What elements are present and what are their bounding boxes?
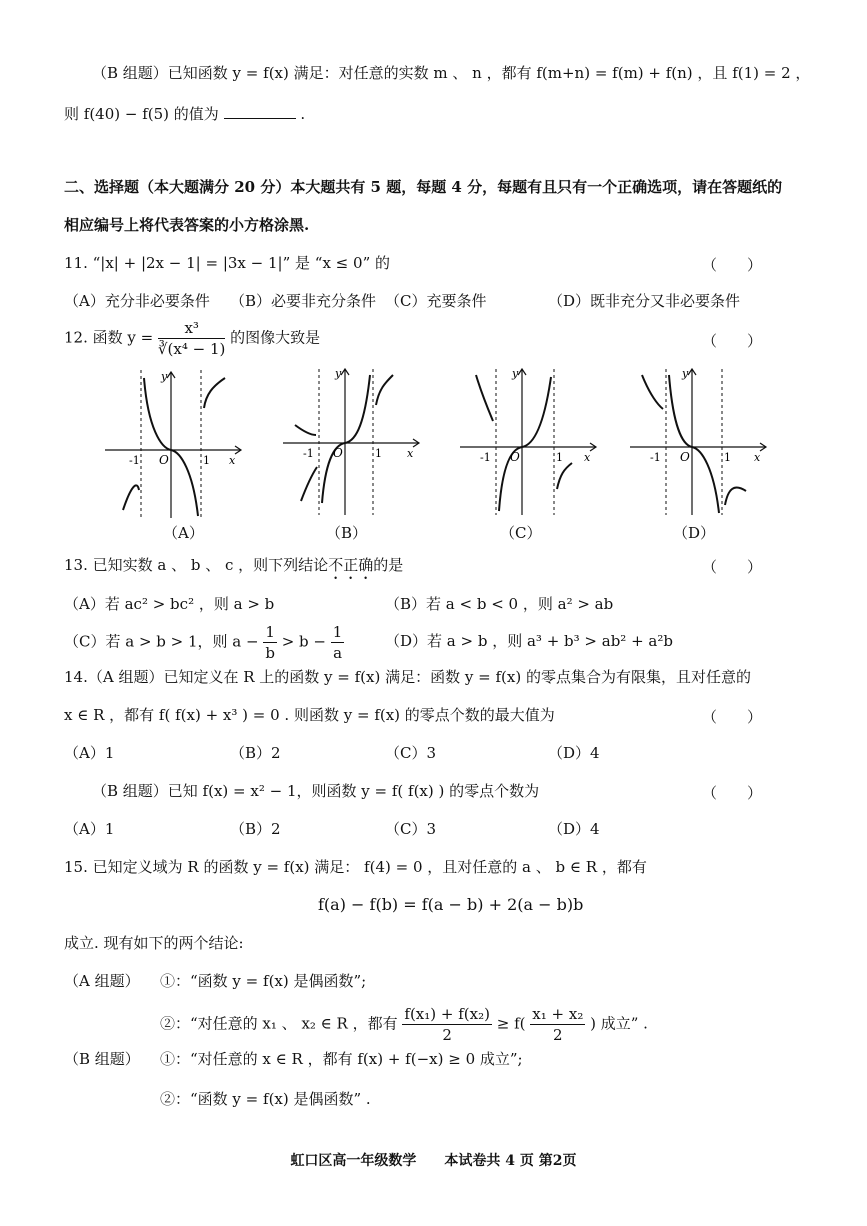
graph-a bbox=[105, 368, 245, 518]
q15-a2-den2: 2 bbox=[553, 1026, 563, 1044]
q15-a2-mid: ≥ f( bbox=[496, 1014, 526, 1033]
q14b-line: （B 组题）已知 f(x) = x² − 1，则函数 y = f( f(x) ) 的零点个数为 bbox=[92, 782, 540, 800]
q13-option-a: （A）若 ac² > bc² ，则 a > b bbox=[64, 595, 275, 613]
q13-option-c-mid: > b − bbox=[281, 632, 326, 651]
graph-b bbox=[283, 365, 423, 515]
q13-answer-paren[interactable]: （ ） bbox=[702, 558, 763, 576]
q14b-option-b: （B）2 bbox=[230, 820, 281, 838]
q10b-line2 bbox=[64, 103, 305, 125]
q15-a2-den1: 2 bbox=[442, 1026, 452, 1044]
q13-option-c bbox=[64, 622, 344, 668]
origin-label: O bbox=[680, 450, 690, 464]
graph-d bbox=[630, 365, 770, 515]
q15-a2-post: ) 成立” . bbox=[590, 1014, 648, 1033]
q10b-line2-text: 则 f(40) − f(5) 的值为 bbox=[64, 105, 219, 123]
q11-option-a: （A）充分非必要条件 bbox=[64, 292, 210, 310]
q15-b-tag: （B 组题） bbox=[64, 1050, 140, 1068]
section2-line1: 二、选择题（本大题满分 20 分）本大题共有 5 题，每题 4 分，每题有且只有一个正确选项，请在答题纸的 bbox=[64, 178, 783, 196]
q13-stem-pre: 13. 已知实数 a 、 b 、 c ，则下列结论 bbox=[64, 556, 329, 574]
tick-one: 1 bbox=[203, 454, 210, 467]
q12-fraction bbox=[158, 318, 225, 359]
graph-d-label: （D） bbox=[673, 524, 716, 542]
q13-stem-post: 的是 bbox=[373, 556, 404, 574]
q13-frac-num: 1 bbox=[332, 623, 343, 641]
q11-option-b: （B）必要非充分条件 bbox=[230, 292, 377, 310]
q12-stem bbox=[64, 318, 320, 368]
q13-stem-emphasis: 不正确 bbox=[328, 556, 374, 574]
q15-a2-num2: x₁ + x₂ bbox=[532, 1005, 584, 1023]
q15-a2-num1: f(x₁) + f(x₂) bbox=[404, 1005, 490, 1023]
graph-b-label: （B） bbox=[326, 524, 368, 542]
q10b-line2-end: . bbox=[300, 105, 306, 123]
tick-one: 1 bbox=[724, 451, 731, 464]
y-axis-label: y bbox=[335, 367, 342, 380]
graph-c bbox=[460, 365, 600, 515]
q15-formula: f(a) − f(b) = f(a − b) + 2(a − b)b bbox=[318, 895, 584, 914]
q11-option-d: （D）既非充分又非必要条件 bbox=[548, 292, 741, 310]
q13-stem bbox=[64, 554, 403, 583]
q14a-option-b: （B）2 bbox=[230, 744, 281, 762]
tick-neg-one: -1 bbox=[650, 451, 661, 464]
q10b-line1: （B 组题）已知函数 y = f(x) 满足：对任意的实数 m 、 n ，都有 f(m+n) = f(m) + f(n) ，且 f(1) = 2 ， bbox=[92, 64, 811, 82]
origin-label: O bbox=[159, 453, 169, 467]
origin-label: O bbox=[510, 450, 520, 464]
q13-option-c-pre: （C）若 a > b > 1，则 a − bbox=[64, 632, 259, 651]
q15-a2-pre: ②：“对任意的 x₁ 、 x₂ ∈ R ，都有 bbox=[160, 1014, 398, 1033]
q15-line1: 15. 已知定义域为 R 的函数 y = f(x) 满足： f(4) = 0 ，且对任意的 a 、 b ∈ R ，都有 bbox=[64, 858, 647, 876]
answer-blank[interactable] bbox=[224, 104, 296, 119]
q15-a-statement-2 bbox=[160, 1004, 648, 1054]
y-axis-label: y bbox=[512, 367, 519, 380]
tick-one: 1 bbox=[556, 451, 563, 464]
q14a-answer-paren[interactable]: （ ） bbox=[702, 708, 763, 726]
q12-numerator: x³ bbox=[158, 318, 225, 339]
q13-frac-den: b bbox=[265, 644, 275, 662]
x-axis-label: x bbox=[754, 451, 761, 464]
q15-a2-fraction-2 bbox=[530, 1004, 585, 1045]
tick-neg-one: -1 bbox=[129, 454, 140, 467]
graph-a-label: （A） bbox=[163, 524, 204, 542]
q13-frac-1-over-b bbox=[263, 622, 277, 663]
q14a-option-c: （C）3 bbox=[385, 744, 437, 762]
q11-option-c: （C）充要条件 bbox=[385, 292, 487, 310]
q15-a2-fraction-1 bbox=[402, 1004, 492, 1045]
q14b-answer-paren[interactable]: （ ） bbox=[702, 784, 763, 802]
x-axis-label: x bbox=[229, 454, 236, 467]
y-axis-label: y bbox=[161, 370, 168, 383]
q14a-option-a: （A）1 bbox=[64, 744, 115, 762]
x-axis-label: x bbox=[407, 447, 414, 460]
tick-neg-one: -1 bbox=[303, 447, 314, 460]
section2-line2: 相应编号上将代表答案的小方格涂黑. bbox=[64, 216, 310, 234]
q13-option-b: （B）若 a < b < 0 ，则 a² > ab bbox=[385, 595, 614, 613]
graph-c-label: （C） bbox=[500, 524, 542, 542]
q13-frac-den: a bbox=[333, 644, 343, 662]
q11-stem: 11. “|x| + |2x − 1| = |3x − 1|” 是 “x ≤ 0” 的 bbox=[64, 254, 391, 272]
q12-answer-paren[interactable]: （ ） bbox=[702, 332, 763, 350]
q11-answer-paren[interactable]: （ ） bbox=[702, 256, 763, 274]
q13-option-d: （D）若 a > b ，则 a³ + b³ > ab² + a²b bbox=[385, 632, 673, 650]
x-axis-label: x bbox=[584, 451, 591, 464]
q13-frac-1-over-a bbox=[331, 622, 345, 663]
q12-stem-post: 的图像大致是 bbox=[230, 328, 321, 347]
q15-line3: 成立. 现有如下的两个结论: bbox=[64, 934, 244, 952]
tick-one: 1 bbox=[375, 447, 382, 460]
q12-stem-pre: 12. 函数 y = bbox=[64, 328, 154, 347]
q12-denominator: ∛(x⁴ − 1) bbox=[157, 340, 226, 358]
page-footer: 虹口区高一年级数学 本试卷共 4 页 第2页 bbox=[290, 1153, 577, 1169]
origin-label: O bbox=[333, 446, 343, 460]
q15-b-statement-2: ②：“函数 y = f(x) 是偶函数” . bbox=[160, 1090, 371, 1108]
q14a-line1: 14.（A 组题）已知定义在 R 上的函数 y = f(x) 满足：函数 y = f(x) 的零点集合为有限集，且对任意的 bbox=[64, 668, 751, 686]
q15-a-tag: （A 组题） bbox=[64, 972, 140, 990]
q14b-option-a: （A）1 bbox=[64, 820, 115, 838]
y-axis-label: y bbox=[682, 367, 689, 380]
q14a-option-d: （D）4 bbox=[548, 744, 600, 762]
tick-neg-one: -1 bbox=[480, 451, 491, 464]
q14b-option-c: （C）3 bbox=[385, 820, 437, 838]
q15-b-statement-1: ①：“对任意的 x ∈ R ，都有 f(x) + f(−x) ≥ 0 成立”; bbox=[160, 1050, 523, 1068]
q14a-line2: x ∈ R ，都有 f( f(x) + x³ ) = 0 . 则函数 y = f(x) 的零点个数的最大值为 bbox=[64, 706, 555, 724]
q13-frac-num: 1 bbox=[265, 623, 275, 641]
q15-a-statement-1: ①：“函数 y = f(x) 是偶函数”; bbox=[160, 972, 367, 990]
q14b-option-d: （D）4 bbox=[548, 820, 600, 838]
